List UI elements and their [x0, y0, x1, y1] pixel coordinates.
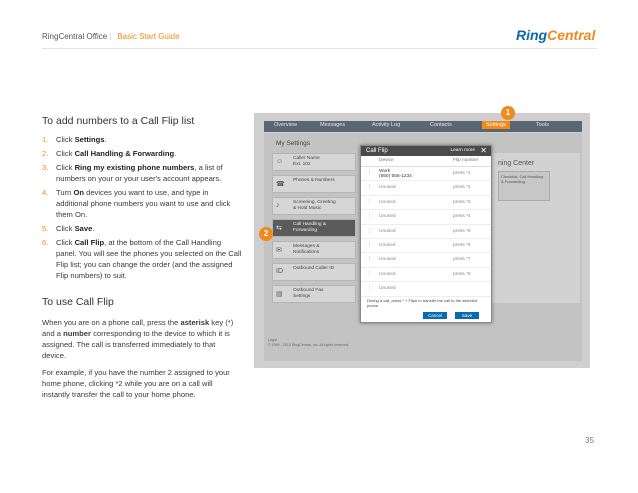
step-item [42, 134, 242, 145]
step-text: Click [56, 224, 75, 233]
drag-handle-icon[interactable]: ⋮ [367, 285, 372, 292]
flip-number: press *2 [453, 185, 471, 191]
step-text: Click [56, 135, 75, 144]
forward-icon: ⇆ [276, 225, 282, 232]
phone-icon: ☎ [276, 181, 285, 188]
settings-item-caller[interactable] [272, 153, 356, 171]
call-flip-dialog [360, 145, 492, 323]
settings-item-label: Phones & Numbers [293, 178, 335, 183]
id-icon: ID [276, 268, 283, 275]
flip-row[interactable] [361, 210, 491, 224]
settings-item-label: Caller Name Ext. 102 [293, 156, 320, 167]
col-device: Device [379, 158, 394, 163]
fax-icon: ▤ [276, 291, 283, 298]
settings-item-phones[interactable] [272, 175, 356, 193]
flip-number: press *7 [453, 257, 471, 263]
settings-item-caller-id[interactable] [272, 263, 356, 281]
step-item [42, 223, 242, 234]
para-bold: number [63, 329, 91, 338]
flip-row[interactable] [361, 268, 491, 282]
cancel-button[interactable]: Cancel [423, 312, 447, 319]
device-label [379, 169, 412, 179]
step-text: , a list of numbers on your or your user's account appears. [56, 163, 223, 183]
drag-handle-icon[interactable]: ⋮ [367, 184, 372, 191]
step-text: , at the bottom of the Call Handling panel. You will see the phones you selected on the Call Flip list; you can change the order (and the assigned Flip numbers) to suit. [56, 238, 242, 280]
drag-handle-icon[interactable]: ⋮ [367, 170, 372, 176]
device-label: Unused [379, 228, 396, 234]
settings-item-label: Outbound Caller ID [293, 266, 335, 271]
settings-screenshot [254, 113, 590, 368]
step-number: 2. [42, 149, 49, 158]
settings-item-label: Outbound Fax Settings [293, 288, 324, 299]
flip-row[interactable] [361, 225, 491, 239]
nav-overview[interactable]: Overview [274, 122, 297, 128]
col-flip: Flip number [453, 158, 479, 163]
step-bold: Save [74, 224, 93, 233]
step-text: devices you want to use, and type in additional phone numbers you want to use and click them On. [56, 188, 231, 219]
device-label: Unused [379, 271, 396, 277]
step-number: 3. [42, 163, 49, 172]
step-item [42, 148, 242, 159]
flip-row[interactable] [361, 282, 491, 296]
settings-item-screening[interactable] [272, 197, 356, 215]
drag-handle-icon[interactable]: ⋮ [367, 241, 372, 248]
step-text: Click [56, 149, 75, 158]
drag-handle-icon[interactable]: ⋮ [367, 213, 372, 220]
para-text: corresponding to the device to which it is assigned. The call is transferred immediately to that device. [42, 329, 230, 360]
step-item [42, 162, 242, 184]
settings-item-call-handling[interactable] [272, 219, 356, 237]
device-label: Unused [379, 199, 396, 205]
learning-center-title: ning Center [498, 160, 535, 167]
guide-label: Basic Start Guide [117, 32, 180, 41]
dialog-columns [361, 156, 491, 167]
para-text: When you are on a phone call, press the [42, 318, 181, 327]
step-text: Click [56, 238, 75, 247]
para-text: key (*) and a [42, 318, 234, 338]
checklist-box[interactable]: Checklist: Call Handling & Forwarding [498, 171, 550, 201]
step-text: . [174, 149, 177, 158]
drag-handle-icon[interactable]: ⋮ [367, 198, 372, 205]
step-number: 5. [42, 224, 49, 233]
paragraph-example: For example, if you have the number 2 assigned to your home phone, clicking *2 while you are on a call will instantly transfer the call to your home phone. [42, 368, 230, 399]
step-text: Turn [56, 188, 74, 197]
my-settings-title: My Settings [276, 140, 310, 147]
step-item [42, 187, 242, 220]
nav-settings[interactable]: Settings [482, 121, 510, 129]
close-icon[interactable]: ✕ [480, 146, 487, 155]
step-bold: Settings [74, 135, 105, 144]
dialog-footer-text: During a call, press * + Flip# to transfer the call to the selected phone. [367, 298, 478, 308]
device-number: (650) 555-1234 [379, 174, 412, 179]
device-label: Unused [379, 242, 396, 248]
nav-activity-log[interactable]: Activity Log [372, 122, 401, 128]
section-heading-add-numbers: To add numbers to a Call Flip list [42, 115, 195, 127]
legal-footer: Legal © 1999 - 2013 RingCentral, Inc. All rights reserved. [268, 338, 350, 347]
flip-row[interactable] [361, 181, 491, 195]
brand-label: RingCentral Office [42, 32, 108, 41]
step-text: . [104, 135, 107, 144]
flip-row[interactable] [361, 167, 491, 181]
user-icon: ☺ [276, 158, 284, 165]
settings-item-fax[interactable] [272, 285, 356, 303]
flip-row[interactable] [361, 239, 491, 253]
settings-item-label: Screening, Greeting & Hold Music [293, 200, 336, 211]
logo-ring-text: Ring [516, 27, 548, 43]
step-bold: Call Flip [74, 238, 105, 247]
para-bold: asterisk [180, 318, 210, 327]
header-divider [42, 48, 597, 49]
settings-item-label: Messages & Notifications [293, 244, 320, 255]
steps-list [42, 134, 242, 284]
device-name: Work [379, 169, 391, 174]
step-bold: Call Handling & Forwarding [74, 149, 175, 158]
settings-item-messages[interactable] [272, 241, 356, 259]
drag-handle-icon[interactable]: ⋮ [367, 227, 372, 234]
flip-number: press *3 [453, 199, 471, 205]
document-header [42, 32, 180, 41]
step-text: Click [56, 163, 75, 172]
learning-center-panel [492, 153, 580, 303]
step-number: 4. [42, 188, 49, 197]
flip-row[interactable] [361, 253, 491, 267]
learn-more-link[interactable]: Learn more [450, 148, 475, 153]
logo-central-text: Central [547, 27, 596, 43]
flip-number: press *5 [453, 228, 471, 234]
drag-handle-icon[interactable]: ⋮ [367, 256, 372, 263]
step-number: 1. [42, 135, 49, 144]
step-number: 6. [42, 238, 49, 247]
settings-item-label: Call Handling & Forwarding [293, 222, 327, 233]
nav-tools[interactable]: Tools [536, 122, 549, 128]
header-separator: | [109, 32, 112, 41]
step-item [42, 237, 242, 281]
dialog-header [361, 146, 491, 156]
flip-number: press *1 [453, 171, 471, 176]
device-label: Unused [379, 257, 396, 263]
flip-number: press *4 [453, 214, 471, 220]
save-button[interactable]: Save [455, 312, 479, 319]
callout-marker-1: 1 [501, 106, 515, 120]
page-number: 35 [585, 436, 594, 445]
device-label: Unused [379, 214, 396, 220]
flip-number: press *8 [453, 271, 471, 277]
top-nav-bar [264, 121, 582, 132]
step-text: . [92, 224, 95, 233]
ringcentral-logo [516, 27, 595, 43]
nav-contacts[interactable]: Contacts [430, 122, 452, 128]
step-bold: On [73, 188, 84, 197]
section-heading-use-call-flip: To use Call Flip [42, 296, 114, 308]
nav-messages[interactable]: Messages [320, 122, 346, 128]
speaker-icon: ♪ [276, 202, 280, 209]
envelope-icon: ✉ [276, 247, 282, 254]
paragraph-instructions [42, 317, 238, 361]
device-label: Unused [379, 286, 396, 292]
dialog-title: Call Flip [366, 148, 388, 154]
step-bold: Ring my existing phone numbers [74, 163, 195, 172]
device-label: Unused [379, 185, 396, 191]
drag-handle-icon[interactable]: ⋮ [367, 270, 372, 277]
callout-marker-2: 2 [259, 227, 273, 241]
flip-number: press *6 [453, 242, 471, 248]
flip-row[interactable] [361, 196, 491, 210]
